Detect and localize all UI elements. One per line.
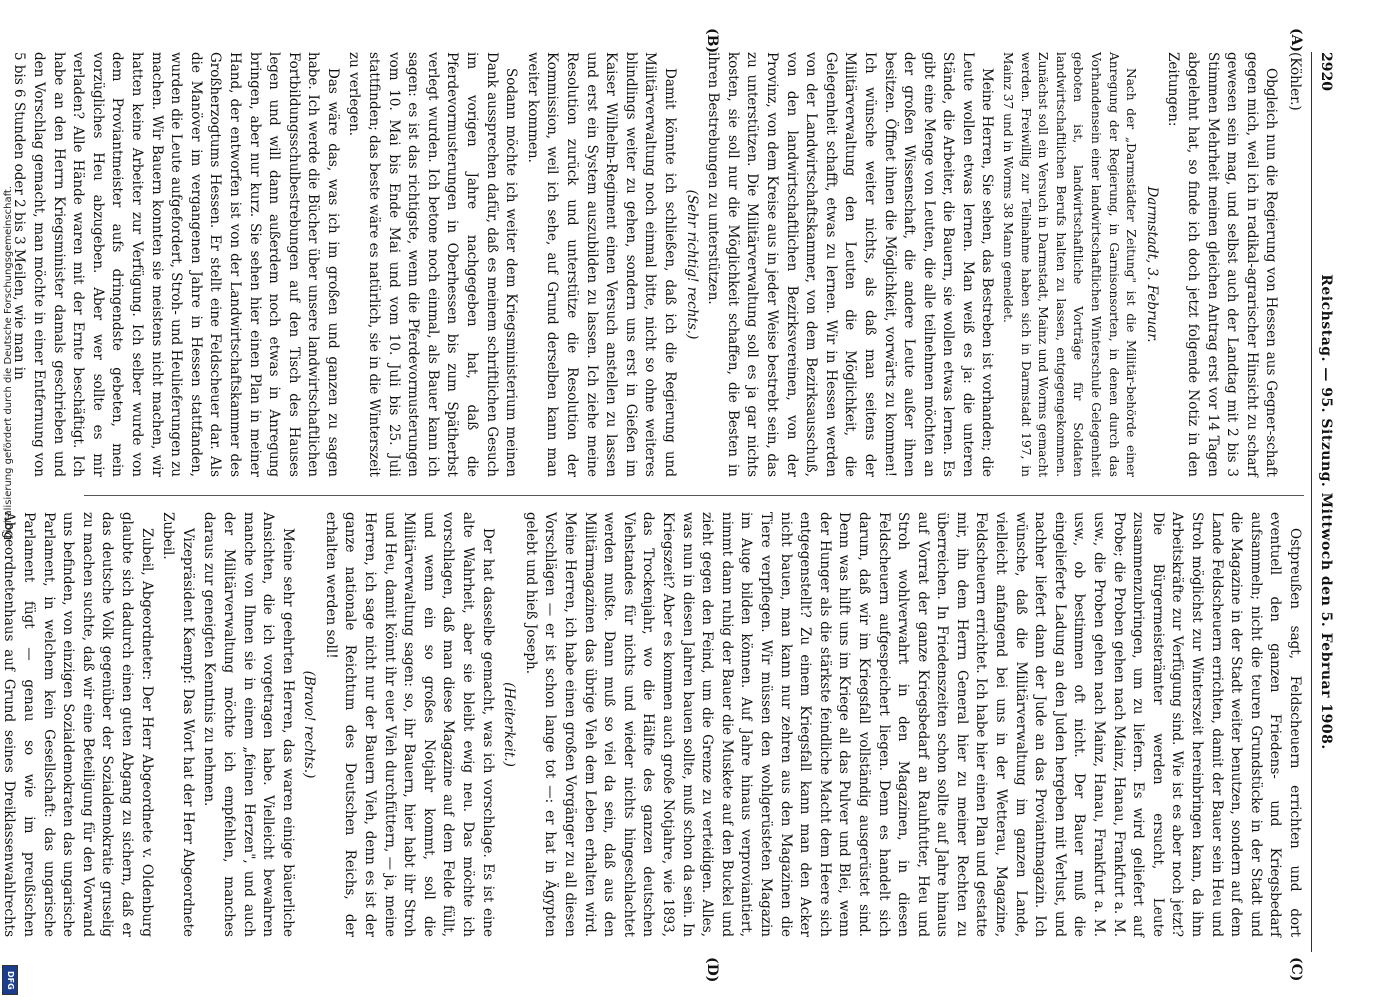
interjection: Darmstadt, 3. Februar. [1143, 186, 1160, 343]
margin-marker-b: (B) [704, 28, 720, 54]
margin-marker-a: (A) [1288, 28, 1304, 53]
paragraph: Vizepräsident Kaempf: Das Wort hat der Herr Abgeordnete Zubeil. [160, 512, 196, 937]
paragraph: Zubeil, Abgeordneter: Der Herr Abgeordnete v. Oldenburg glaubte sich dadurch einen guten Abgang zu sichern, daß er das deutsche Volk gegenüber der Sozialdemokratie gruselig zu machen suchte, daß wir eine Beteiligung für den Vorwand uns befinden, von einzigen Sozialdemokraten das ungarische Parlament, in welchem kein Gesellschaft: das ungarische Parlament fügt — genau so wie im preußischen Abgeordnetenhaus auf Grund seines Dreiklassenwahlrechts [1, 512, 155, 937]
column-divider [84, 495, 1304, 496]
speaker-name: (Köhler.) [1287, 52, 1303, 111]
digitization-note: Digitalisierung gefördert durch die Deutsche Forschungsgemeinschaft. [3, 185, 14, 540]
paragraph: Meine sehr geehrten Herren, das waren einige bäuerliche Ansichten, die ich vorgetragen habe. Vielleicht bewahren manche von Ihnen sie in einem „feinen Herzen", und auch der Militärverwaltung möchte ich empfehlen, manches daraus zur geneigten Kenntnis zu nehmen. [201, 512, 296, 937]
page-header [1310, 52, 1340, 952]
right-text-column [1, 512, 1304, 937]
paragraph: Der hat dasselbe gemacht, was ich vorschlage. Es ist eine alte Wahrheit, aber sie bleibt ewig neu. Das möchte ich vorschlagen, daß man diese Magazine auf dem Felde füllt, und wenn ein so großes Notjahr kommt, soll die Militärverwaltung sagen: so, ihr Bauern, hier habt ihr Stroh und Heu, damit könnt ihr euer Vieh durchfüttern, — ja, meine Herren, ich sage nicht nur der Bauern Vieh, denn es ist der ganze nationale Reichtum des Deutschen Reichs, der erhalten werden soll! [322, 512, 496, 937]
paragraph: Das wäre das, was ich im großen und ganzen zu sagen habe. Ich werde die Bücher über unsere landwirtschaftlichen Fortbildungsschulbestrebungen auf den Tisch des Hauses legen und will dann außerdem noch etwas in Anregung bringen, aber nur kurz. Sie sehen hier einen Plan in meiner Hand, der entworfen ist von der Landwirtschaftskammer des Großherzogtums Hessen. Er stellt eine Feldscheuer dar. Als die Manöver im vergangenen Jahre in Hessen stattfanden, wurden die Leute aufgefordert, Stroh- und Heulieferungen zu machen. Wir Bauern konnten sie meistens nicht machen, wir hatten keine Arbeiter zur Verfügung. Ich selber wurde von dem Proviantmeister aufs dringendste gebeten, mein vorzügliches Heu abzugeben. Aber wer sollte es mir verladen? Alle Hände waren mit der Ernte beschäftigt. Ich habe an den Herrn Kriegsminister damals geschrieben und den Vorschlag gemacht, man möchte in einer Entfernung von 5 bis 6 Stunden oder 2 bis 3 Meilen, wie man in [11, 52, 341, 477]
margin-marker-d: (D) [704, 957, 720, 983]
interjection: (Sehr richtig! rechts.) [683, 189, 700, 340]
page-number: 2920 [1318, 52, 1334, 91]
paragraph: Damit könnte ich schließen, daß ich die Regierung und Militärverwaltung noch einmal bitte, nicht so ohne weiteres blindlings weiter zu gehen, sondern uns erst in Gießen im Kaiser Wilhelm-Regiment einen Versuch anstellen zu lassen und erst ein System auszubilden zu lassen. Ich ziehe meine Resolution zurück und unterstütze die Resolution der Kommission, weil ich sehe, auf Grund derselben kann man weiter kommen. [524, 52, 678, 477]
header-rule [1311, 52, 1312, 952]
interjection: (Heiterkeit.) [501, 682, 518, 767]
interjection: (Bravo! rechts.) [301, 670, 318, 779]
paragraph: Sodann möchte ich weiter dem Kriegsministerium meinen Dank aussprechen dafür, daß es meinem schriftlichen Gesuch im vorigen Jahre nachgegeben hat, daß die Pferdevormusterungen in Oberhessen bis zum Spätherbst verlegt wurden. Ich betone noch einmal, als Bauer kann ich sagen: es ist das richtigste, wenn die Pferdevormusterungen vom 10. Mai bis Ende Mai und vom 10. Juli bis 25. Juli stattfinden; das beste wäre es natürlich, sie in die Winterszeit zu verlegen. [346, 52, 520, 477]
paragraph: Nach der „Darmstädter Zeitung" ist die Militär-behörde einer Anregung der Regierung, in Garnisonsorten, in denen durch das Vorhandensein einer landwirtschaftlichen Winterschule Gelegenheit geboten ist, landwirtschaftliche Vorträge für Soldaten landwirtschaftlichen Berufs halten zu lassen, entgegengekommen. Zunächst soll ein Versuch in Darmstadt, Mainz und Worms gemacht werden. Freiwillig zur Teilnahme haben sich in Darmstadt 197, in Mainz 37 und in Worms 38 Mann gemeldet. [1001, 52, 1139, 477]
paragraph: Meine Herren, Sie sehen, das Bestreben ist vorhanden; die Leute wollen etwas lernen. Man weiß es ja: die unteren Stände, die Arbeiter, die Bauern, sie wollen etwas lernen. Es gibt eine Menge von Leuten, die alle teilnehmen möchten an der großen Wissenschaft, die andere Leute außer ihnen besitzen. Öffnet ihnen die Möglichkeit, vorwärts zu kommen! Ich wünsche weiter nichts, als daß man seitens der Militärverwaltung den Leuten die Möglichkeit, die Gelegenheit schafft, etwas zu lernen. Wir in Hessen werden von der Landwirtschaftskammer, von dem Bezirksausschuß, von den landwirtschaftlichen Bezirksvereinen, von der Provinz, von dem Kreise aus in jeder Weise bestrebt sein, das zu unterstützen. Die Militärverwaltung soll es ja gar nichts kosten, sie soll nur die Möglichkeit schaffen, die Besten in ihren Bestrebungen zu unterstützen. [705, 52, 996, 477]
margin-marker-c: (C) [1288, 957, 1304, 982]
left-text-column [11, 52, 1304, 477]
running-title: Reichstag. — 95. Sitzung. Mittwoch den 5. Februar 1908. [1318, 274, 1334, 750]
paragraph: Ostpreußen sagt, Feldscheuern errichten und dort eventuell den ganzen Friedens- und Kriegsbedarf aufsammeln; nicht die teuren Grundstücke in der Stadt und die Magazine in der Stadt weiter benutzen, sondern auf dem Lande Feldscheuern errichten, damit der Bauer sein Heu und Stroh möglichst zur Winterszeit hereinbringen kann, da ihm Arbeitskräfte zur Verfügung sind. Wie ist es aber noch jetzt? Die Bürgermeisterämter werden ersucht, Leute zusammenzubringen, um zu liefern. Es wird geliefert auf Probe; die Proben gehen nach Mainz, Hanau, Frankfurt a. M. usw., die Proben gehen nach Mainz, Hanau, Frankfurt a. M. usw., ob bestimmen oft nicht. Der Bauer muß die eingelieferte Ladung an den Juden hergeben mit Verlust, und nachher liefert dann der Jude an das Proviantmagazin. Ich wünsche, daß die Militärverwaltung im ganzen Lande, vielleicht anfangend bei uns in der Wetterau, Magazine, Feldscheuern errichtet. Ich habe hier einen Plan und gestatte mir, ihn dem Herrn General hier zu meiner Rechten zu überreichen. In Friedenszeiten schon sollte auf Jahre hinaus auf Vorrat der ganze Kriegsbedarf an Rauhfutter, Heu und Stroh wohlverwahrt in den Magazinen, in diesen Feldscheuern aufgespeichert liegen. Denn es handelt sich darum, daß wir im Kriegsfall vollständig ausgerüstet sind. Denn was hilft uns im Kriege all das Pulver und Blei, wenn der Hunger als die stärkste feindliche Macht dem Heere sich entgegenstellt? Zu einem Kriegsfall kann man den Acker nicht bauen, man kann nur zehren aus den Magazinen die Tiere verpflegen. Wir müssen den wohlgerüsteten Magazin im Auge bilden können. Auf Jahre hinaus verproviantiert, nimmt dann ruhig der Bauer die Muskete auf den Buckel und zieht gegen den Feind, um die Grenze zu verteidigen. Alles, was nun in diesen Jahren bauen sollte, muß schon da sein. In Kriegszeit? Aber es kommen auch große Notjahre, wie 1893, das Trockenjahr, wo die Hälfte des ganzen deutschen Viehstandes für nichts und wieder nichts hingeschlachtet werden mußte. Dann muß so viel da sein, daß aus den Militärmagazinen das übrige Vieh dem Leben erhalten wird. Meine Herren, ich habe einen großen Vorgänger zu all diesen Vorschlägen — er ist schon lange tot —: er hat in Ägypten gelebt und hieß Joseph. [522, 512, 1303, 937]
paragraph: Obgleich nun die Regierung von Hessen aus Gegner-schaft gegen mich, weil ich in radikal-agrarischer Hinsicht zu scharf gewesen sein mag, und selbst auch der Landtag mit 2 bis 3 Stimmen Mehrheit meinen gleichen Antrag erst vor 14 Tagen abgelehnt hat, so finde ich doch jetzt folgende Notiz in den Zeitungen: [1165, 52, 1280, 477]
dfg-logo: DFG [2, 965, 18, 995]
